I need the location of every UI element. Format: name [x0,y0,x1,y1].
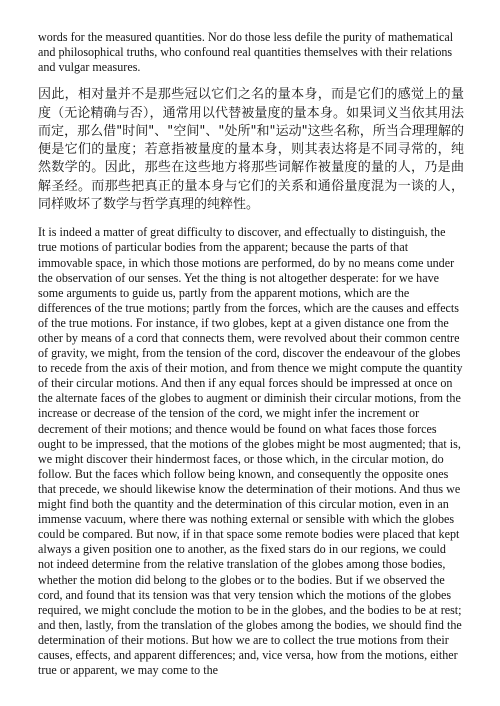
english-paragraph-continued: words for the measured quantities. Nor do those less defile the purity of mathematical and philosophical truths, who confound real quantities themselves with their relations and vulgar measures. [38,30,454,75]
english-paragraph-true-motions: It is indeed a matter of great difficulty to discover, and effectually to distinguish, the true motions of particular bodies from the apparent; because the parts of that immovable space, in which those motions are performed, do by no means come under the observation of our senses. Yet the thing is not altogether desperate: for we have some arguments to guide us, partly from the apparent motions, which are the differences of the true motions; partly from the forces, which are the causes and effects of the true motions. For instance, if two globes, kept at a given distance one from the other by means of a cord that connects them, were revolved about their common centre of gravity, we might, from the tension of the cord, discover the endeavour of the globes to recede from the axis of their motion, and from thence we might compute the quantity of their circular motions. And then if any equal forces should be impressed at once on the alternate faces of the globes to augment or diminish their circular motions, from the increase or decrease of the tension of the cord, we might infer the increment or decrement of their motions; and thence would be found on what faces those forces ought to be impressed, that the motions of the globes might be most augmented; that is, we might discover their hindermost faces, or those which, in the circular motion, do follow. But the faces which follow being known, and consequently the opposite ones that precede, we should likewise know the determination of their motions. And thus we might find both the quantity and the determination of this circular motion, even in an immense vacuum, where there was nothing external or sensible with which the globes could be compared. But now, if in that space some remote bodies were placed that kept always a given position one to another, as the fixed stars do in our regions, we could not indeed determine from the relative translation of the globes among those bodies, whether the motion did belong to the globes or to the bodies. But if we observed the cord, and found that its tension was that very tension which the motions of the globes required, we might conclude the motion to be in the globes, and the bodies to be at rest; and then, lastly, from the translation of the globes among the bodies, we should find the determination of their motions. But how we are to collect the true motions from their causes, effects, and apparent differences; and, vice versa, how from the motions, either true or apparent, we may come to the [38,225,463,678]
chinese-translation-paragraph: 因此，相对量并不是那些冠以它们之名的量本身，而是它们的感觉上的量度（无论精确与否），通常用以代替被量度的量本身。如果词义当依其用法而定，那么借"时间"、"空间"、"处所"和"运动"这些名称，所当合理理解的便是它们的量度；若意指被量度的量本身，则其表达将是不同寻常的，纯然数学的。因此，那些在这些地方将那些词解作被量度的量的人，乃是曲解圣经。而那些把真正的量本身与它们的关系和通俗量度混为一谈的人，同样败坏了数学与哲学真理的纯粹性。 [38,87,464,213]
paragraph-spacer [38,214,464,225]
document-page [38,30,464,678]
paragraph-spacer [38,75,464,86]
